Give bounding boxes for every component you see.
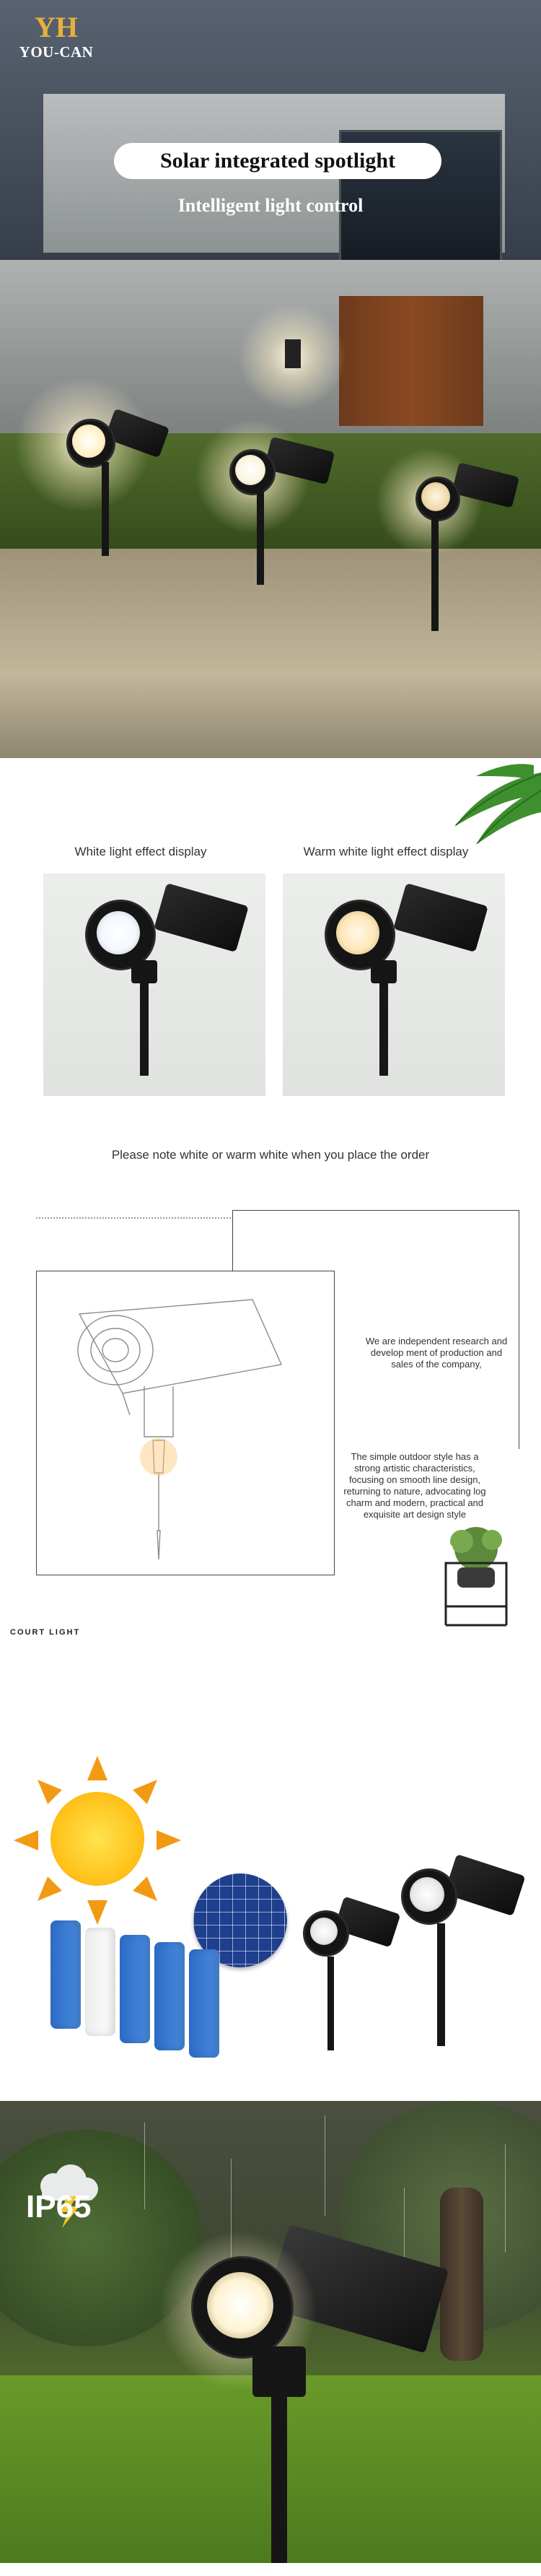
logo-mark: YH (35, 11, 78, 43)
warm-light-title: Warm white light effect display (303, 845, 469, 858)
battery-2 (85, 1928, 115, 2036)
design-section (0, 1184, 541, 1646)
white-stake (140, 982, 149, 1076)
small-spot-stake (327, 1957, 334, 2050)
ip-spot-lens (207, 2272, 273, 2338)
hero-title: Solar integrated spotlight (114, 143, 441, 179)
large-spot-lens (410, 1877, 444, 1912)
spotlight-sketch-icon (36, 1271, 333, 1574)
order-note: Please note white or warm white when you place the order (111, 1148, 430, 1162)
dotted-divider-left (36, 1217, 231, 1219)
white-bracket (131, 960, 157, 983)
court-light-caption: COURT LIGHT (10, 1628, 81, 1637)
rain-streak (505, 2144, 506, 2253)
white-light-title: White light effect display (74, 845, 207, 858)
warm-light-photo (283, 874, 505, 1096)
logo-text: YOU-CAN (19, 43, 94, 61)
brand-logo (13, 12, 100, 61)
spot2-stake (257, 491, 264, 585)
white-lens (97, 911, 140, 954)
ip65-section (0, 2101, 541, 2563)
hero-subtitle: Intelligent light control (177, 195, 364, 216)
sun-core (50, 1792, 144, 1886)
spot3-stake (431, 515, 439, 631)
ip-rating: IP65 (26, 2189, 92, 2224)
wall-lamp (285, 339, 301, 368)
battery-4 (154, 1942, 185, 2050)
hero-section (0, 0, 541, 758)
battery-5 (189, 1949, 219, 2058)
white-solar-panel (154, 883, 249, 952)
wood-wall (339, 296, 483, 426)
spot3-lens (421, 482, 450, 511)
spot1-stake (102, 462, 109, 556)
battery-3 (120, 1935, 150, 2043)
paving (0, 549, 541, 758)
small-spot-lens (310, 1918, 338, 1945)
white-light-photo (43, 874, 265, 1096)
rain-streak (144, 2123, 145, 2209)
spot2-lens (235, 455, 265, 485)
plant-stand-icon (426, 1520, 519, 1628)
warm-stake (379, 982, 388, 1076)
style-text: The simple outdoor style has a strong artistic characteristics, focusing on smooth line design, returning to nature, advocating log charm and modern, practical and exquisite art design style (343, 1451, 486, 1520)
sun-icon (0, 1747, 195, 1935)
battery-icon (43, 1920, 245, 2065)
ip-spot-stake (271, 2390, 287, 2563)
large-spot-stake (437, 1923, 445, 2046)
large-spot-panel (444, 1854, 525, 1916)
light-compare-section (0, 830, 541, 1170)
battery-1 (50, 1920, 81, 2029)
spot1-lens (72, 425, 105, 458)
warm-bracket (371, 960, 397, 983)
warm-lens (336, 911, 379, 954)
company-text: We are independent research and develop ment of production and sales of the company, (365, 1336, 508, 1370)
solar-components-section (0, 1747, 541, 2087)
warm-solar-panel (393, 883, 488, 952)
grass (0, 2375, 541, 2563)
